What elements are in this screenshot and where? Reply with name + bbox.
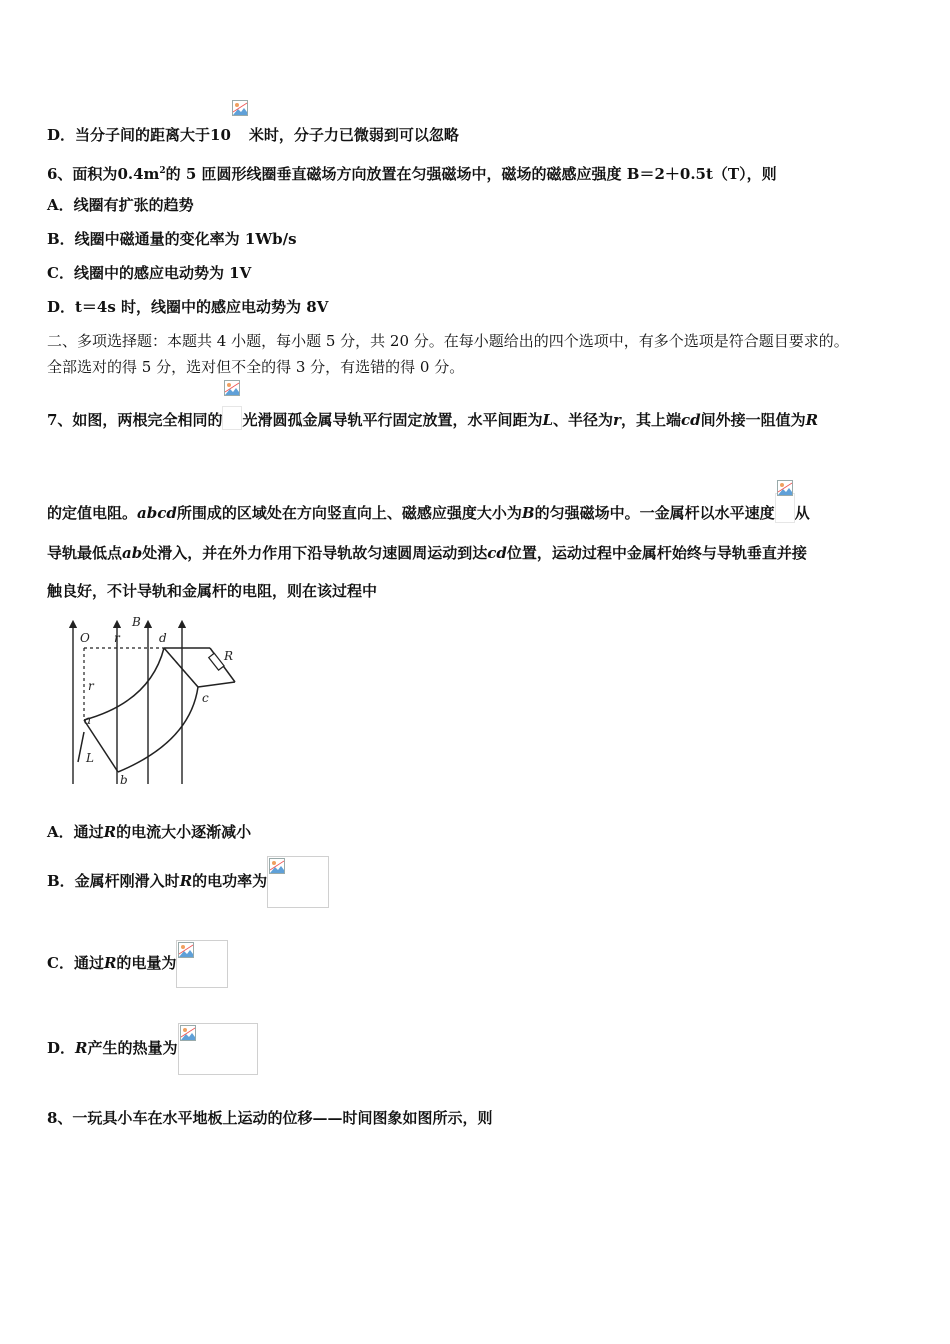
section2-heading-line2: 全部选对的得 5 分，选对但不全的得 3 分，有选错的得 0 分。 xyxy=(47,358,465,376)
rail-near xyxy=(84,648,164,720)
rod-cd xyxy=(164,648,198,687)
charge-formula-image xyxy=(176,940,228,988)
broken-image-icon xyxy=(178,942,194,958)
heat-formula-image xyxy=(178,1023,258,1075)
resistor xyxy=(209,653,224,670)
broken-image-icon xyxy=(180,1025,196,1041)
q6-stem: 6、面积为$0.4m^2$的 5 匝圆形线圈垂直磁场方向放置在匀强磁场中，磁场的磁感应强度 B＝2＋0.5t（T），则 xyxy=(47,165,777,183)
q6-option-c: C．线圈中的感应电动势为 1V xyxy=(47,264,252,282)
exponent-image xyxy=(231,114,249,142)
rail-bottom xyxy=(78,732,84,762)
q6-option-a: A．线圈有扩张的趋势 xyxy=(47,196,194,214)
power-formula-image xyxy=(267,856,329,908)
quarter-arc-image xyxy=(222,406,242,430)
q7-stem-line2: 的定值电阻。abcd所围成的区域处在方向竖直向上、磁感应强度大小为B的匀强磁场中。一金属杆以水平速度 从 xyxy=(47,493,810,523)
label-r-side: r xyxy=(88,679,94,693)
q8-stem: 8、一玩具小车在水平地板上运动的位移——时间图象如图所示，则 xyxy=(47,1109,493,1127)
label-d: d xyxy=(159,631,167,645)
broken-image-icon xyxy=(269,858,285,874)
q5-option-d: D．当分子间的距离大于10 米时，分子力已微弱到可以忽略 xyxy=(47,114,459,145)
q7-option-c: C．通过R的电量为 xyxy=(47,939,228,988)
q7-stem-line3: 导轨最低点ab处滑入，并在外力作用下沿导轨故匀速圆周运动到达cd位置，运动过程中金属杆始终与导轨垂直并接 xyxy=(47,544,807,562)
rail-far xyxy=(118,687,198,772)
label-a: a xyxy=(84,713,92,727)
label-O: O xyxy=(80,631,90,645)
label-R: R xyxy=(224,649,234,663)
label-L: L xyxy=(86,751,94,765)
label-c: c xyxy=(202,691,209,705)
q7-option-a: A．通过R的电流大小逐渐减小 xyxy=(47,823,252,841)
q6-option-d: D．t＝4s 时，线圈中的感应电动势为 8V xyxy=(47,298,329,316)
label-b: b xyxy=(120,773,128,787)
broken-image-icon xyxy=(777,480,793,496)
q7-option-b: B．金属杆刚滑入时R的电功率为 xyxy=(47,855,329,908)
velocity-image xyxy=(775,493,795,523)
q7-option-d: D．R产生的热量为 xyxy=(47,1022,258,1075)
broken-image-icon xyxy=(232,100,248,116)
wire-c xyxy=(198,682,235,687)
label-r-top: r xyxy=(114,631,120,645)
q7-stem-line1: 7、如图，两根完全相同的 光滑圆孤金属导轨平行固定放置，水平间距为L、半径为r，其上端cd间外接一阻值为R xyxy=(47,406,818,430)
section2-heading-line1: 二、多项选择题：本题共 4 小题，每小题 5 分，共 20 分。在每小题给出的四个选项中，有多个选项是符合题目要求的。 xyxy=(47,332,849,350)
q7-stem-line4: 触良好，不计导轨和金属杆的电阻，则在该过程中 xyxy=(47,582,378,600)
q6-option-b: B．线圈中磁通量的变化率为 1Wb/s xyxy=(47,230,297,248)
broken-image-icon xyxy=(224,380,240,396)
label-B: B xyxy=(132,615,141,629)
q7-rail-diagram xyxy=(60,612,250,792)
